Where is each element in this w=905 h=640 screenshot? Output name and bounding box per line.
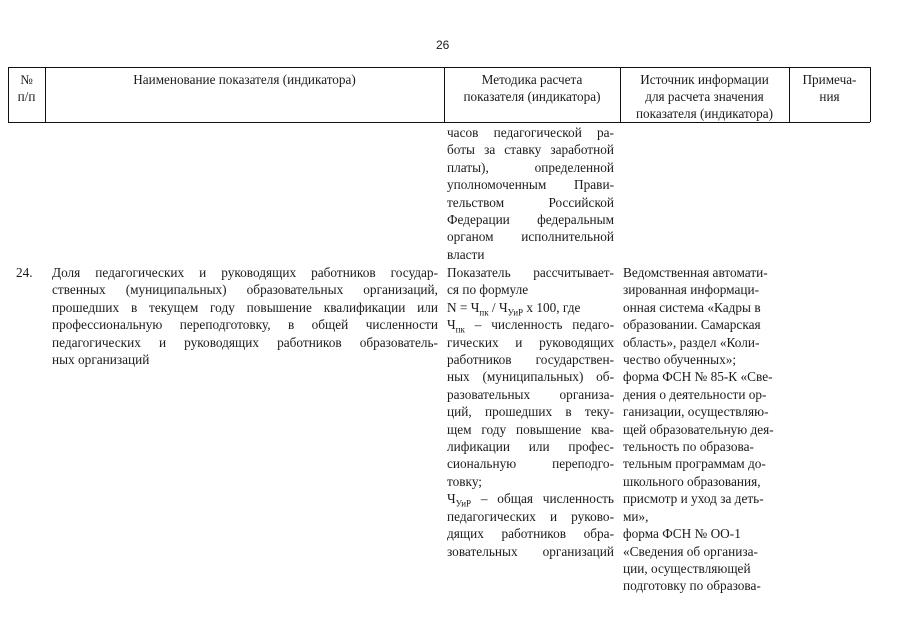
header-indicator-name-text: Наименование показателя (индикатора): [133, 72, 356, 87]
definition-line: сиональную переподго-: [447, 456, 614, 472]
indicator-name: [52, 264, 438, 368]
definition-text: – численность педаго-: [464, 317, 614, 333]
header-source-line: Источник информации: [640, 72, 769, 87]
method-continuation: [447, 124, 614, 263]
indicator-name-line: Доля педагогических и руководящих работников государ-: [52, 265, 438, 280]
header-number: [8, 71, 45, 105]
indicator-name-line: педагогических и руководящих работников образователь-: [52, 334, 438, 350]
source-line: форма ФСН № 85-К «Све-: [623, 369, 773, 385]
definition-line: ных (муниципальных) об-: [447, 369, 614, 385]
source-line: тельным программам до-: [623, 456, 766, 472]
method-continuation-line: тельством Российской: [447, 194, 614, 210]
definition-line: педагогических и руково-: [447, 508, 614, 524]
symbol-subscript: УиР: [455, 498, 472, 509]
source-line: Ведомственная автомати-: [623, 265, 768, 280]
definition-line: работников государствен-: [447, 352, 614, 368]
source-line: тельность по образова-: [623, 439, 754, 455]
formula-part: x 100, где: [523, 299, 581, 315]
formula-subscript: УиР: [507, 307, 524, 318]
calculation-method: [447, 264, 614, 560]
header-indicator-name: [45, 71, 444, 88]
method-continuation-line: власти: [447, 246, 485, 262]
source-line: зированная информаци-: [623, 282, 760, 298]
definition-line: щем году повышение ква-: [447, 421, 614, 437]
method-continuation-line: платы), определенной: [447, 159, 614, 175]
method-continuation-line: уполномоченным Прави-: [447, 177, 614, 193]
definition-line: [447, 490, 614, 507]
header-method-line: показателя (индикатора): [463, 89, 601, 104]
source-line: подготовку по образова-: [623, 578, 761, 594]
definition-line: [447, 316, 614, 333]
indicator-name-line: ных организаций: [52, 352, 150, 368]
source-line: форма ФСН № ОО-1: [623, 526, 741, 542]
source-line: школьного образования,: [623, 473, 761, 489]
method-line: ся по формуле: [447, 282, 529, 298]
symbol: Ч: [447, 317, 456, 333]
formula-part: N = Ч: [447, 299, 480, 315]
header-source-line: показателя (индикатора): [635, 106, 773, 121]
source-line: «Сведения об организа-: [623, 543, 758, 559]
header-border-right: [870, 67, 871, 122]
source-line: чество обученных»;: [623, 352, 737, 368]
header-number-line: №: [20, 72, 33, 87]
formula: [447, 299, 614, 316]
indicator-name-line: профессиональную переподготовку, в общей численности: [52, 317, 438, 333]
method-continuation-line: органом исполнительной: [447, 229, 614, 245]
definition-line: разовательных организа-: [447, 386, 614, 402]
source-line: ганизации, осуществляю-: [623, 404, 769, 420]
indicator-name-line: прошедших в текущем году повышение квалификации или: [52, 299, 438, 315]
definition-line: ций, прошедших в теку-: [447, 404, 614, 420]
symbol: Ч: [447, 491, 456, 507]
header-method: [444, 71, 620, 105]
source-line: онная система «Кадры в: [623, 299, 761, 315]
header-source: [620, 71, 789, 122]
header-notes-line: Примеча-: [802, 72, 857, 87]
definition-line: товку;: [447, 473, 483, 489]
definition-line: зовательных организаций: [447, 543, 614, 559]
symbol-subscript: пк: [455, 324, 465, 335]
method-continuation-line: Федерации федеральным: [447, 212, 614, 228]
formula-subscript: пк: [479, 307, 489, 318]
definition-line: лификации или профес-: [447, 439, 614, 455]
source-line: образовании. Самарская: [623, 317, 761, 333]
row-number: 24.: [16, 265, 33, 280]
header-notes-line: ния: [819, 89, 840, 104]
source-line: ции, осуществляющей: [623, 560, 751, 576]
header-number-line: п/п: [17, 89, 36, 104]
definition-line: дящих работников обра-: [447, 526, 614, 542]
method-continuation-line: боты за ставку заработной: [447, 142, 614, 158]
source-line: ми»,: [623, 508, 649, 524]
information-source: [623, 264, 786, 595]
header-method-line: Методика расчета: [481, 72, 583, 87]
header-source-line: для расчета значения: [645, 89, 764, 104]
header-notes: [789, 71, 870, 105]
method-continuation-line: часов педагогической ра-: [447, 125, 614, 140]
formula-part: / Ч: [488, 299, 508, 315]
source-line: щей образовательную дея-: [623, 421, 774, 437]
definition-line: гических и руководящих: [447, 334, 614, 350]
source-line: область», раздел «Коли-: [623, 334, 760, 350]
method-line: Показатель рассчитывает-: [447, 265, 614, 280]
definition-text: – общая численность: [471, 491, 614, 507]
source-line: присмотр и уход за деть-: [623, 491, 764, 507]
source-line: дения о деятельности ор-: [623, 386, 767, 402]
page-number: 26: [436, 38, 450, 52]
indicator-name-line: ственных (муниципальных) образовательных организаций,: [52, 282, 438, 298]
